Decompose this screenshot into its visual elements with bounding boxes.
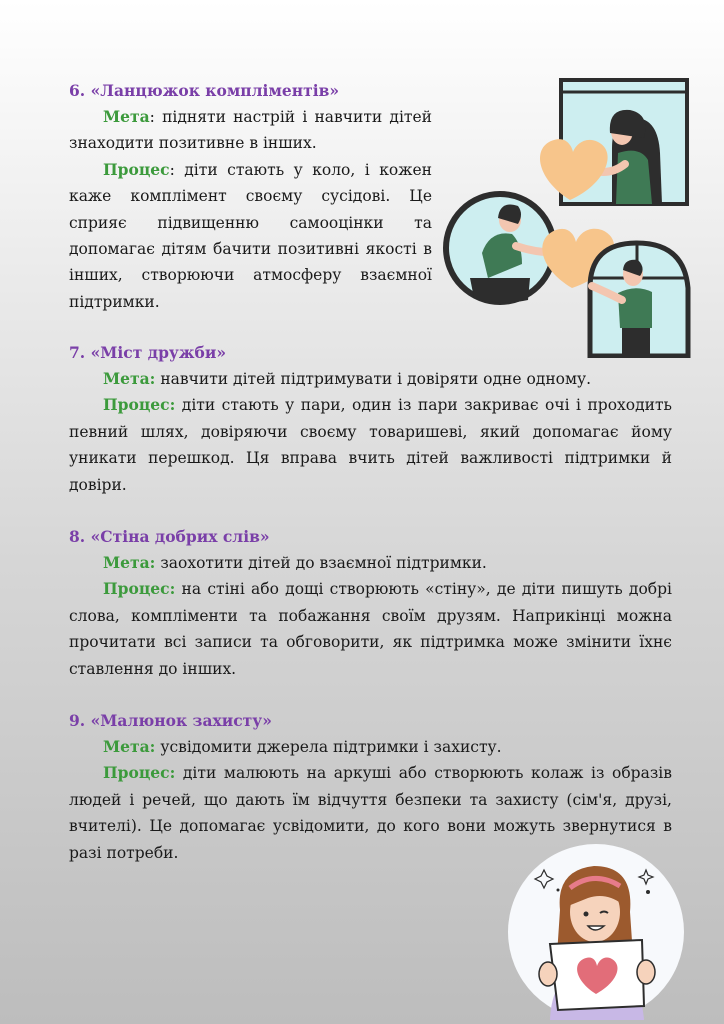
goal-text: навчити дітей підтримувати і довіряти одне одному.: [155, 370, 592, 388]
process-label: Процес: [103, 159, 170, 179]
process-paragraph: [69, 392, 672, 498]
section-heading: 6. «Ланцюжок компліментів»: [69, 81, 340, 100]
process-label: Процес:: [103, 395, 176, 415]
process-text: : діти стають у коло, і кожен каже комплімент своєму сусідові. Це сприяє підвищенню самооцінки та допомагає дітям бачити позитивні якості в інших, створюючи атмосферу взаємної підтримки.: [69, 160, 432, 311]
process-label: Процес:: [103, 763, 176, 783]
goal-text: : підняти настрій і навчити дітей знаходити позитивне в інших.: [69, 108, 432, 153]
girl-holding-heart-card-illustration: [498, 840, 694, 1020]
goal-text: усвідомити джерела підтримки і захисту.: [155, 738, 502, 756]
goal-label: Мета:: [103, 737, 156, 756]
goal-label: Мета:: [103, 553, 156, 572]
process-paragraph: [69, 157, 432, 315]
process-text: на стіні або дощі створюють «стіну», де діти пишуть добрі слова, компліменти та побажання своїм друзям. Наприкінці можна прочитати всі записи та обговорити, як підтримка може змінити їхнє ставлення до інших.: [69, 580, 672, 678]
section-kind-words-wall: [69, 524, 672, 682]
goal-paragraph: [69, 734, 672, 760]
goal-paragraph: [69, 550, 672, 576]
people-sharing-hearts-illustration: [440, 78, 695, 358]
goal-text: заохотити дітей до взаємної підтримки.: [155, 554, 487, 572]
section-heading: 8. «Стіна добрих слів»: [69, 527, 270, 546]
goal-paragraph: [69, 104, 432, 157]
section-compliment-chain: [69, 78, 432, 315]
section-heading: 9. «Малюнок захисту»: [69, 711, 272, 730]
process-text: діти стають у пари, один із пари закриває очі і проходить певний шлях, довіряючи своєму товаришеві, який допомагає йому уникати перешкод. Ця вправа вчить дітей важливості підтримки й довіри.: [69, 396, 672, 494]
section-heading: 7. «Міст дружби»: [69, 343, 227, 362]
section-friendship-bridge: [69, 340, 672, 498]
goal-label: Мета:: [103, 369, 156, 388]
process-text: діти малюють на аркуші або створюють колаж із образів людей і речей, що дають їм відчуття безпеки та захисту (сім'я, друзі, вчителі). Це допомагає усвідомити, до кого вони можуть звернутися в разі потреби.: [69, 764, 672, 862]
process-label: Процес:: [103, 579, 176, 599]
goal-paragraph: [69, 366, 672, 392]
goal-label: Мета: [103, 107, 150, 126]
process-paragraph: [69, 576, 672, 682]
